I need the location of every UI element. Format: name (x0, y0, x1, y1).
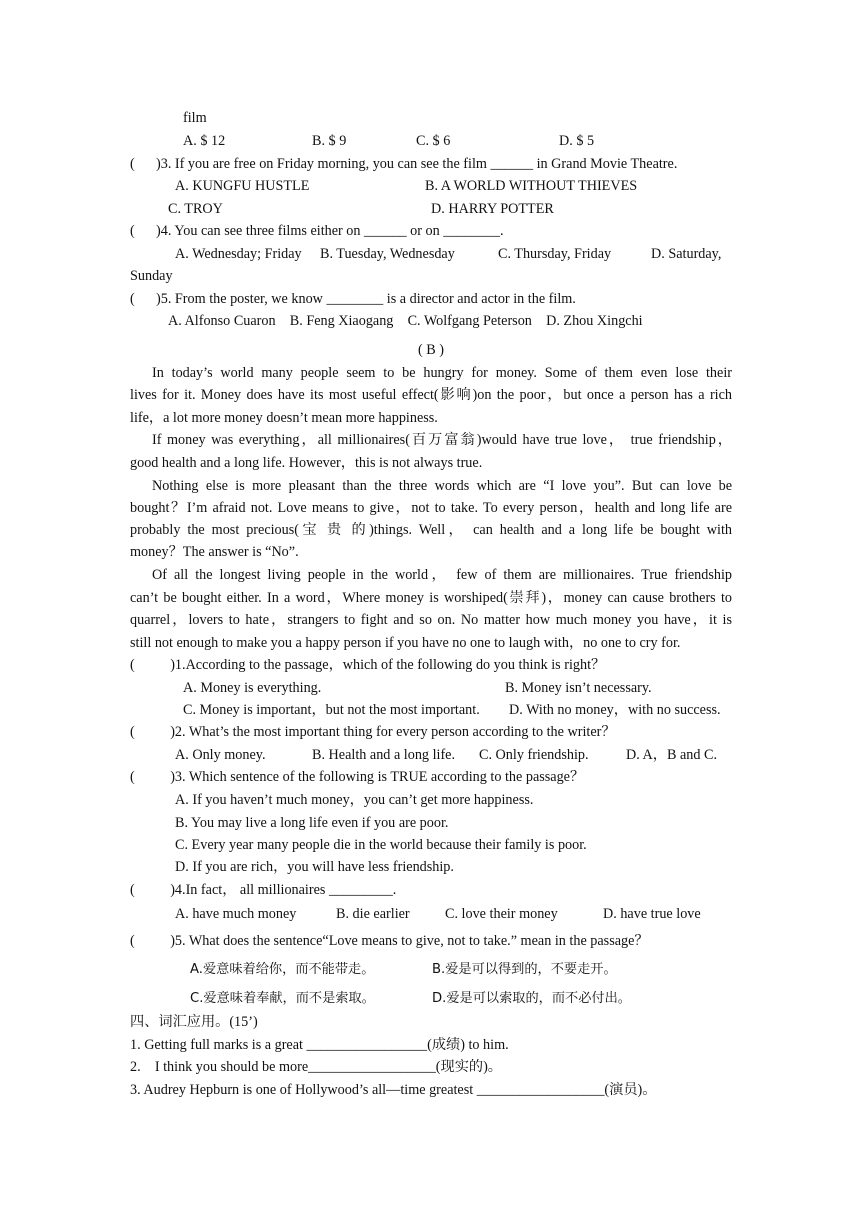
q4-option-d: D. Saturday, (651, 246, 722, 262)
b-q5-option-a: A.爱意味着给你，而不能带走。 (190, 962, 375, 977)
b-question-5 (130, 932, 649, 950)
answer-bracket[interactable]: ( ) (130, 291, 161, 307)
b-q4-option-c: C. love their money (445, 906, 558, 922)
q3-option-a: A. KUNGFU HUSTLE (175, 178, 310, 194)
b-question-3 (130, 768, 584, 786)
question-text: 4.In fact， all millionaires _________. (174, 882, 397, 898)
question-text: 3. Which sentence of the following is TRUE according to the passage？ (174, 769, 585, 785)
section-4-heading: 四、词汇应用。(15’) (130, 1014, 258, 1030)
b-q5-option-d: D.爱是可以索取的，而不必付出。 (432, 991, 631, 1006)
b-q4-option-a: A. have much money (175, 906, 297, 922)
b-q3-option-c: C. Every year many people die in the world because their family is poor. (175, 837, 587, 853)
passage-line: quarrel，lovers to hate，strangers to fight and so on. No matter how much money you have，it is (130, 612, 732, 628)
answer-bracket[interactable]: ( ) (130, 156, 161, 172)
b-q1-option-b: B. Money isn’t necessary. (505, 680, 652, 696)
b-q4-option-d: D. have true love (603, 906, 701, 922)
q4-option-a: A. Wednesday; Friday (175, 246, 302, 262)
question-3 (130, 155, 677, 173)
b-q3-option-b: B. You may live a long life even if you are poor. (175, 815, 449, 831)
question-text: 2. What’s the most important thing for every person according to the writer？ (174, 724, 616, 740)
passage-line: probably the most precious(宝 贵 的)things. Well， can health and a long life be bought with (130, 522, 732, 538)
q4-option-d-tail: Sunday (130, 268, 173, 284)
b-q1-option-d: D. With no money，with no success. (509, 702, 721, 718)
question-text: 4. You can see three films either on ______ or on ________. (160, 223, 504, 239)
b-q1-option-c: C. Money is important，but not the most important. (183, 702, 480, 718)
passage-line: If money was everything，all millionaires(百万富翁)would have true love， true friendship， (152, 432, 732, 448)
answer-bracket[interactable]: ( ) (130, 933, 175, 949)
vocab-item-1: 1. Getting full marks is a great _________________(成绩) to him. (130, 1037, 509, 1053)
passage-line: In today’s world many people seem to be hungry for money. Some of them even lose their (152, 365, 732, 381)
q4-option-c: C. Thursday, Friday (498, 246, 612, 262)
b-question-4 (130, 881, 396, 899)
passage-line: money？The answer is “No”. (130, 544, 299, 560)
q2-option-c: C. $ 6 (416, 133, 451, 149)
question-text: 5. From the poster, we know ________ is a director and actor in the film. (160, 291, 576, 307)
q3-option-c: C. TROY (168, 201, 223, 217)
answer-bracket[interactable]: ( ) (130, 882, 175, 898)
question-4 (130, 222, 504, 240)
passage-line: can’t be bought either. In a word，Where money is worshiped(崇拜)，money can cause brothers to (130, 590, 732, 606)
passage-line: good health and a long life. However，this is not always true. (130, 455, 483, 471)
q3-option-b: B. A WORLD WITHOUT THIEVES (425, 178, 638, 194)
b-q5-option-b: B.爱是可以得到的，不要走开。 (432, 962, 617, 977)
passage-line: bought？I’m afraid not. Love means to give，not to take. To every person，health and long life are (130, 500, 732, 516)
b-q3-option-d: D. If you are rich，you will have less friendship. (175, 859, 454, 875)
answer-bracket[interactable]: ( ) (130, 223, 161, 239)
vocab-item-3: 3. Audrey Hepburn is one of Hollywood’s all—time greatest __________________(演员)。 (130, 1082, 657, 1098)
q3-option-d: D. HARRY POTTER (431, 201, 554, 217)
question-text: 5. What does the sentence“Love means to give, not to take.” mean in the passage？ (174, 933, 649, 949)
answer-bracket[interactable]: ( ) (130, 724, 175, 740)
b-q2-option-d: D. A，B and C. (626, 747, 718, 763)
b-q2-option-c: C. Only friendship. (479, 747, 589, 763)
q2-option-a: A. $ 12 (183, 133, 226, 149)
b-question-1 (130, 656, 605, 674)
question-text: 3. If you are free on Friday morning, you can see the film ______ in Grand Movie Theatre. (160, 156, 678, 172)
question-text: 1.According to the passage，which of the following do you think is right？ (174, 657, 606, 673)
q5-options: A. Alfonso Cuaron B. Feng Xiaogang C. Wolfgang Peterson D. Zhou Xingchi (168, 313, 643, 329)
passage-line: still not enough to make you a happy person if you have no one to laugh with，no one to cry for. (130, 635, 681, 651)
b-q5-option-c: C.爱意味着奉献，而不是索取。 (190, 991, 375, 1006)
passage-line: lives for it. Money does have its most useful effect(影响)on the poor，but once a person has a rich (130, 387, 732, 403)
film-word: film (183, 110, 207, 126)
b-q1-option-a: A. Money is everything. (183, 680, 322, 696)
q2-option-b: B. $ 9 (312, 133, 347, 149)
b-q2-option-b: B. Health and a long life. (312, 747, 456, 763)
b-q2-option-a: A. Only money. (175, 747, 266, 763)
q4-option-b: B. Tuesday, Wednesday (320, 246, 455, 262)
b-q4-option-b: B. die earlier (336, 906, 410, 922)
answer-bracket[interactable]: ( ) (130, 657, 175, 673)
question-5 (130, 290, 576, 308)
passage-line: Of all the longest living people in the world， few of them are millionaires. True friendship (152, 567, 732, 583)
b-q3-option-a: A. If you haven’t much money，you can’t get more happiness. (175, 792, 534, 808)
passage-line: Nothing else is more pleasant than the three words which are “I love you”. But can love be (152, 478, 732, 494)
section-b-heading: ( B ) (417, 342, 444, 358)
b-question-2 (130, 723, 616, 741)
vocab-item-2: 2. I think you should be more__________________(现实的)。 (130, 1059, 502, 1075)
q2-option-d: D. $ 5 (559, 133, 595, 149)
passage-line: life，a lot more money doesn’t mean more happiness. (130, 410, 438, 426)
answer-bracket[interactable]: ( ) (130, 769, 175, 785)
